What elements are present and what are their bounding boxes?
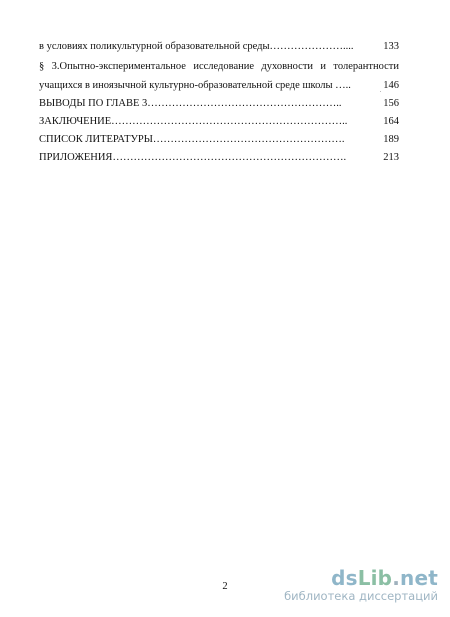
scan-speck — [380, 91, 381, 92]
watermark-logo-dot: . — [392, 566, 401, 590]
toc-entry-text: ВЫВОДЫ ПО ГЛАВЕ 3……………………………………………….. — [39, 98, 342, 109]
watermark-logo-net: net — [400, 566, 438, 590]
toc-entry-page: 133 — [383, 41, 399, 52]
watermark — [263, 567, 438, 607]
toc-entry-text-line1: § 3.Опытно-экспериментальное исследование духовности и толерантности — [39, 61, 399, 72]
toc-entry-page: 189 — [383, 134, 399, 145]
toc-entry-page: 213 — [383, 152, 399, 163]
toc-entry-page: 156 — [383, 98, 399, 109]
page-number: 2 — [222, 581, 228, 592]
toc-entry-text: в условиях поликультурной образовательной среды………………….... — [39, 41, 354, 52]
toc-entry-page: 146 — [383, 80, 399, 91]
toc-entry-text: СПИСОК ЛИТЕРАТУРЫ………………………………………………. — [39, 134, 345, 145]
watermark-logo-ds: ds — [331, 566, 358, 590]
toc-entry-text: ПРИЛОЖЕНИЯ…………………………………………………………. — [39, 152, 347, 163]
watermark-logo-lib: Lib — [357, 566, 393, 590]
watermark-subtitle: библиотека диссертаций — [284, 589, 438, 603]
toc-entry-text: ЗАКЛЮЧЕНИЕ………………………………………………………….. — [39, 116, 348, 127]
toc-entry-text-line2: учащихся в иноязычной культурно-образовательной среде школы ….. — [39, 80, 351, 91]
toc-entry-page: 164 — [383, 116, 399, 127]
watermark-logo — [331, 567, 438, 589]
